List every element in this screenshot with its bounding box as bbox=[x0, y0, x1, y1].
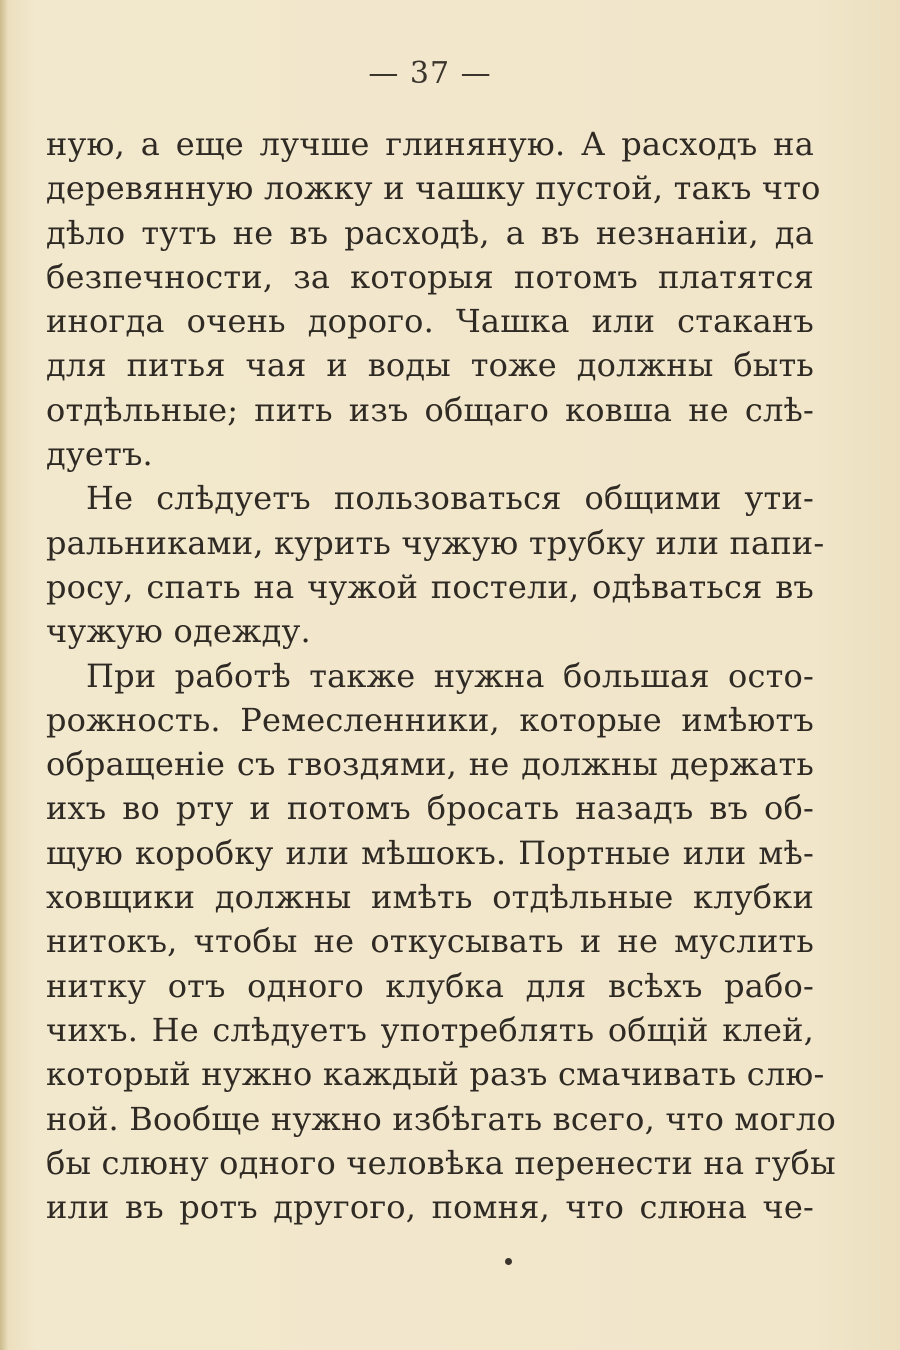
paragraph-start-line: При работѣ также нужна большая осто- bbox=[86, 656, 814, 695]
printer-mark-dot bbox=[505, 1258, 512, 1265]
page-body-text bbox=[46, 122, 836, 1229]
text-line: ной. Вообще нужно избѣгать всего, что могло bbox=[46, 1099, 836, 1138]
text-line: безпечности, за которыя потомъ платятся bbox=[46, 257, 814, 296]
page-left-edge bbox=[0, 0, 8, 1350]
text-line: ховщики должны имѣть отдѣльные клубки bbox=[46, 878, 814, 917]
text-line: дуетъ. bbox=[46, 435, 153, 474]
text-line: рожность. Ремесленники, которые имѣютъ bbox=[46, 700, 814, 739]
text-line: щую коробку или мѣшокъ. Портные или мѣ- bbox=[46, 833, 814, 872]
text-line: ную, а еще лучше глиняную. А расходъ на bbox=[46, 125, 814, 163]
text-line: отдѣльные; пить изъ общаго ковша не слѣ- bbox=[46, 390, 814, 429]
text-line: чихъ. Не слѣдуетъ употреблять общiй клей, bbox=[46, 1010, 814, 1049]
text-line: обращенiе съ гвоздями, не должны держать bbox=[46, 745, 814, 784]
text-line: иногда очень дорого. Чашка или стаканъ bbox=[46, 302, 814, 341]
text-line: чужую одежду. bbox=[46, 612, 311, 651]
text-line: ральниками, курить чужую трубку или папи- bbox=[46, 523, 825, 562]
text-line: нитку отъ одного клубка для всѣхъ рабо- bbox=[46, 966, 814, 1005]
text-line: для питья чая и воды тоже должны быть bbox=[46, 346, 814, 385]
text-line: бы слюну одного человѣка перенести на губы bbox=[46, 1143, 836, 1182]
text-line: ихъ во рту и потомъ бросать назадъ въ об- bbox=[46, 789, 814, 828]
text-line: дѣло тутъ не въ расходѣ, а въ незнанiи, да bbox=[46, 213, 814, 252]
page-number: — 37 — bbox=[368, 56, 492, 91]
text-line: росу, спать на чужой постели, одѣваться въ bbox=[46, 567, 814, 606]
paragraph-start-line: Не слѣдуетъ пользоваться общими ути- bbox=[86, 479, 814, 518]
text-line: нитокъ, чтобы не откусывать и не муслить bbox=[46, 922, 814, 961]
text-line: деревянную ложку и чашку пустой, такъ что bbox=[46, 169, 821, 208]
text-line: который нужно каждый разъ смачивать слю- bbox=[46, 1055, 825, 1094]
text-line: или въ ротъ другого, помня, что слюна че- bbox=[46, 1188, 814, 1227]
